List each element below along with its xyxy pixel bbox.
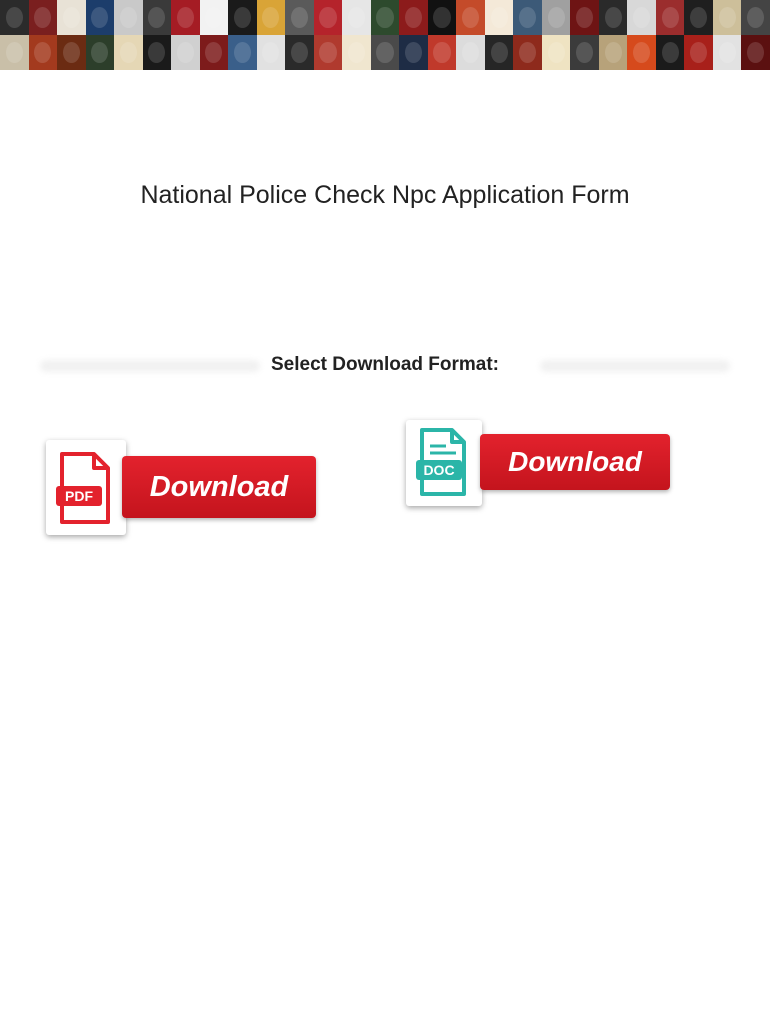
banner-thumbnail: [143, 0, 172, 35]
banner-thumbnail: [399, 35, 428, 70]
pdf-download-button[interactable]: Download: [122, 456, 316, 518]
banner-thumbnail: [627, 35, 656, 70]
format-row: [40, 352, 730, 378]
banner-thumbnail: [741, 0, 770, 35]
page-title: National Police Check Npc Application Form: [140, 181, 630, 209]
select-format-label: Select Download Format:: [270, 354, 500, 375]
doc-download-button[interactable]: Download: [480, 434, 670, 490]
banner-thumbnail: [684, 35, 713, 70]
banner-thumbnail: [371, 0, 400, 35]
banner-thumbnail: [171, 35, 200, 70]
banner-thumbnail: [485, 0, 514, 35]
banner-thumbnail: [114, 0, 143, 35]
banner-thumbnail: [285, 0, 314, 35]
banner-thumbnail: [314, 0, 343, 35]
banner-thumbnail: [741, 35, 770, 70]
banner-thumbnail: [171, 0, 200, 35]
banner-thumbnail: [200, 0, 229, 35]
banner-thumbnail: [257, 35, 286, 70]
pdf-download-group[interactable]: [46, 440, 318, 535]
banner-thumbnail: [57, 35, 86, 70]
banner-thumbnail: [513, 0, 542, 35]
banner-thumbnail: [29, 0, 58, 35]
pdf-file-icon: [46, 440, 126, 535]
banner-thumbnail: [627, 0, 656, 35]
thumbnail-banner: [0, 0, 770, 70]
banner-thumbnail: [684, 0, 713, 35]
banner-thumbnail: [29, 35, 58, 70]
banner-thumbnail: [570, 0, 599, 35]
banner-thumbnail: [257, 0, 286, 35]
banner-thumbnail: [456, 0, 485, 35]
banner-thumbnail: [114, 35, 143, 70]
banner-thumbnail: [485, 35, 514, 70]
doc-file-card[interactable]: [406, 420, 482, 506]
banner-thumbnail: [713, 0, 742, 35]
banner-thumbnail: [599, 0, 628, 35]
banner-thumbnail: [371, 35, 400, 70]
banner-thumbnail: [428, 35, 457, 70]
pdf-file-label: PDF: [65, 488, 93, 504]
banner-thumbnail: [656, 35, 685, 70]
banner-thumbnail: [228, 0, 257, 35]
banner-thumbnail: [285, 35, 314, 70]
banner-thumbnail: [570, 35, 599, 70]
banner-thumbnail: [656, 0, 685, 35]
doc-download-group[interactable]: [406, 420, 672, 508]
banner-thumbnail: [57, 0, 86, 35]
banner-thumbnail: [428, 0, 457, 35]
doc-file-label: DOC: [423, 462, 455, 478]
banner-thumbnail: [599, 35, 628, 70]
banner-thumbnail: [713, 35, 742, 70]
banner-thumbnail: [200, 35, 229, 70]
banner-thumbnail: [143, 35, 172, 70]
banner-thumbnail: [86, 35, 115, 70]
banner-thumbnail: [342, 0, 371, 35]
banner-thumbnail: [399, 0, 428, 35]
banner-thumbnail: [542, 0, 571, 35]
banner-thumbnail: [228, 35, 257, 70]
banner-thumbnail: [0, 0, 29, 35]
banner-thumbnail: [342, 35, 371, 70]
doc-file-icon: [406, 420, 482, 506]
banner-thumbnail: [513, 35, 542, 70]
banner-thumbnail: [0, 35, 29, 70]
banner-thumbnail: [542, 35, 571, 70]
banner-thumbnail: [86, 0, 115, 35]
banner-thumbnail: [314, 35, 343, 70]
pdf-file-card[interactable]: [46, 440, 126, 535]
banner-thumbnail: [456, 35, 485, 70]
